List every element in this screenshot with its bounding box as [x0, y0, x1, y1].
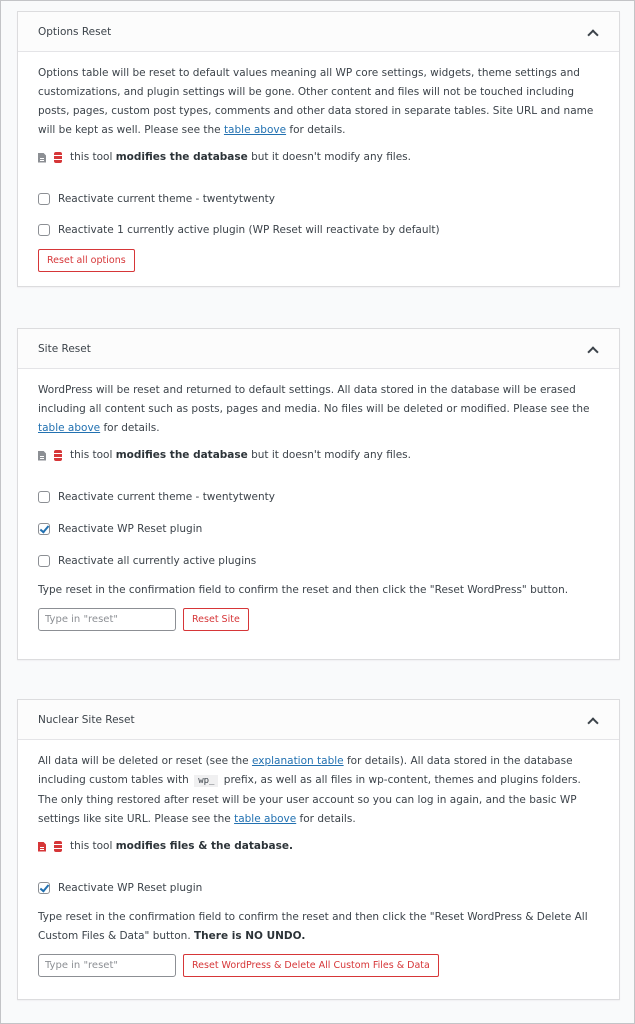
checkbox-reactivate-theme[interactable]: Reactivate current theme - twentytwenty	[38, 189, 599, 209]
table-above-link[interactable]: table above	[234, 813, 297, 825]
file-icon	[38, 153, 46, 163]
confirm-reset-input[interactable]	[38, 954, 176, 977]
site-reset-header[interactable]	[18, 329, 619, 369]
chevron-up-icon[interactable]	[587, 715, 597, 725]
nuclear-reset-button[interactable]: Reset WordPress & Delete All Custom Files & Data	[183, 954, 439, 977]
database-icon	[54, 841, 62, 852]
confirm-reset-input[interactable]	[38, 608, 176, 631]
options-reset-card	[17, 11, 620, 287]
checkbox-checked[interactable]	[38, 882, 50, 894]
tool-note: this tool modifies files & the database.	[38, 837, 599, 856]
options-reset-header[interactable]	[18, 12, 619, 52]
checkbox[interactable]	[38, 491, 50, 503]
checkbox[interactable]	[38, 193, 50, 205]
options-reset-description: Options table will be reset to default values meaning all WP core settings, widgets, theme settings and customizations, and plugin settings will be gone. Other content and files will not be touched including posts, pages, custom post types, comments and other data stored in separate tables. Site URL and name will be kept as well. Please see the table above for details.	[38, 67, 594, 136]
checkbox[interactable]	[38, 555, 50, 567]
options-reset-title: Options Reset	[38, 25, 112, 38]
file-icon	[38, 451, 46, 461]
confirm-instructions: Type reset in the confirmation field to confirm the reset and then click the "Reset WordPress & Delete All Custom Files & Data" button. There is NO UNDO.	[38, 911, 588, 942]
file-icon	[38, 842, 46, 852]
chevron-up-icon[interactable]	[587, 344, 597, 354]
nuclear-reset-title: Nuclear Site Reset	[38, 713, 135, 726]
chevron-up-icon[interactable]	[587, 27, 597, 37]
tool-note: this tool modifies the database but it doesn't modify any files.	[38, 148, 599, 167]
reset-all-options-button[interactable]: Reset all options	[38, 249, 135, 272]
table-above-link[interactable]: table above	[38, 422, 101, 434]
site-reset-title: Site Reset	[38, 342, 91, 355]
database-icon	[54, 450, 62, 461]
explanation-table-link[interactable]: explanation table	[251, 755, 344, 767]
checkbox-checked[interactable]	[38, 523, 50, 535]
table-above-link[interactable]: table above	[223, 124, 287, 136]
nuclear-reset-description: All data will be deleted or reset (see the explanation table for details). All data stored in the database including custom tables with wp_ prefix, as well as all files in wp-content, themes and plugins folders. The only thing restored after reset will be your user account so you can log in again, and the basic WP settings like site URL. Please see the table above for details.	[38, 755, 581, 825]
checkbox-reactivate-plugin[interactable]: Reactivate 1 currently active plugin (WP Reset will reactivate by default)	[38, 220, 599, 240]
checkbox-reactivate-wp-reset[interactable]: Reactivate WP Reset plugin	[38, 519, 599, 539]
database-icon	[54, 152, 62, 163]
site-reset-card	[17, 328, 620, 660]
checkbox[interactable]	[38, 224, 50, 236]
confirm-instructions: Type reset in the confirmation field to confirm the reset and then click the "Reset WordPress" button.	[38, 584, 569, 596]
nuclear-reset-card	[17, 699, 620, 1000]
site-reset-description: WordPress will be reset and returned to default settings. All data stored in the database will be erased including all content such as posts, pages and media. No files will be deleted or modified. Please see the table above for details.	[38, 384, 590, 434]
checkbox-reactivate-theme[interactable]: Reactivate current theme - twentytwenty	[38, 487, 599, 507]
nuclear-reset-header[interactable]	[18, 700, 619, 740]
reset-site-button[interactable]: Reset Site	[183, 608, 249, 631]
checkbox-reactivate-all-plugins[interactable]: Reactivate all currently active plugins	[38, 551, 599, 571]
tool-note: this tool modifies the database but it doesn't modify any files.	[38, 446, 599, 465]
checkbox-reactivate-wp-reset[interactable]: Reactivate WP Reset plugin	[38, 878, 599, 898]
wp-prefix-code: wp_	[194, 775, 218, 787]
